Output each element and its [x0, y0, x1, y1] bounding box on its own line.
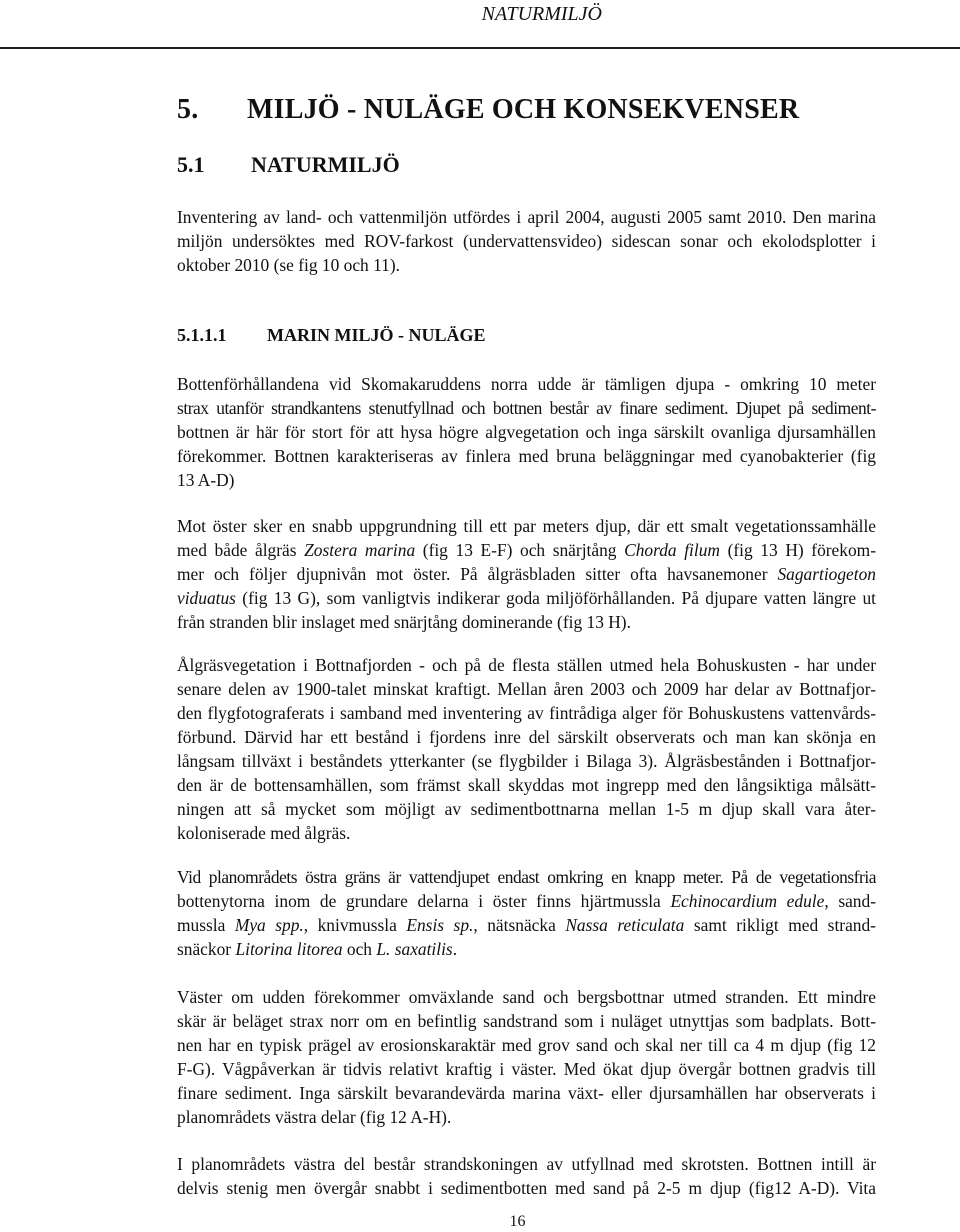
text-line: mer och följer djupnivån mot öster. På ålgräsbladen sitter ofta havsanemoner Sagartiogeton — [177, 564, 876, 584]
running-header: NATURMILJÖ — [481, 3, 602, 25]
subsection-heading — [177, 322, 486, 348]
page-number: 16 — [509, 1213, 526, 1230]
species-name: Zostera marina — [304, 540, 416, 560]
chapter-title: MILJÖ - NULÄGE OCH KONSEKVENSER — [247, 94, 800, 125]
section-number: 5.1 — [177, 152, 205, 177]
species-name: Ensis sp. — [406, 915, 474, 935]
header-rule — [0, 47, 960, 49]
text-line: strax utanför strandkantens stenutfyllnad och bottnen består av finare sediment. Djupet på sediment- — [177, 398, 876, 418]
section-title: NATURMILJÖ — [251, 152, 400, 177]
section-heading — [177, 150, 400, 180]
text-line: Väster om udden förekommer omväxlande sand och bergsbottnar utmed stranden. Ett mindre — [177, 987, 876, 1007]
text-line: skär är beläget strax norr om en befintlig sandstrand som i nuläget utnyttjas som badplats. Bott- — [177, 1011, 876, 1031]
text-line: senare delen av 1900-talet minskat kraftigt. Mellan åren 2003 och 2009 har delar av Bottnafjor- — [177, 679, 876, 699]
species-name: Echinocardium edule — [670, 891, 825, 911]
text-line: långsam tillväxt i beståndets ytterkanter (se flygbilder i Bilaga 3). Ålgräsbestånden i Bottnafjor- — [177, 751, 876, 771]
paragraph-east-vegetation — [177, 514, 876, 634]
text-line: Mot öster sker en snabb uppgrundning till ett par meters djup, där ett smalt vegetationssamhälle — [177, 516, 876, 536]
text-line: delvis stenig men övergår snabbt i sedimentbotten med sand på 2-5 m djup (fig12 A-D). Vita — [177, 1178, 876, 1198]
text-line: Inventering av land- och vattenmiljön utfördes i april 2004, augusti 2005 samt 2010. Den marina — [177, 207, 876, 227]
text-line: planområdets västra delar (fig 12 A-H). — [177, 1107, 452, 1127]
species-name: Mya spp. — [234, 915, 304, 935]
text-line: oktober 2010 (se fig 10 och 11). — [177, 255, 400, 275]
text-line: bottenytorna inom de grundare delarna i öster finns hjärtmussla Echinocardium edule, sand- — [177, 891, 876, 911]
text-line: förekommer. Bottnen karakteriseras av finlera med bruna beläggningar med cyanobakterier (fig — [177, 446, 876, 466]
species-name: Sagartiogeton — [777, 564, 876, 584]
text-line: F-G). Vågpåverkan är tidvis relativt kraftig i väster. Med ökat djup övergår bottnen gradvis till — [177, 1059, 876, 1079]
text-line: Ålgräsvegetation i Bottnafjorden - och på de flesta ställen utmed hela Bohuskusten - har under — [177, 655, 876, 675]
text-line: koloniserade med ålgräs. — [177, 823, 351, 843]
text-line: I planområdets västra del består strandskoningen av utfyllnad med skrotsten. Bottnen intill är — [177, 1154, 876, 1174]
chapter-number: 5. — [177, 94, 199, 125]
paragraph-eelgrass — [177, 653, 876, 845]
chapter-heading — [177, 92, 799, 128]
text-line: förbund. Därvid har ett bestånd i fjordens inre del särskilt observerats och man kan skönja en — [177, 727, 876, 747]
species-name: Nassa reticulata — [565, 915, 685, 935]
text-line: nen har en typisk prägel av erosionskaraktär med grov sand och skal ner till ca 4 m djup (fig 12 — [177, 1035, 876, 1055]
paragraph-west-udden — [177, 985, 876, 1129]
text-line: finare sediment. Inga särskilt bevarandevärda marina växt- eller djursamhällen har observerats i — [177, 1083, 876, 1103]
paragraph-inventory — [177, 205, 876, 277]
text-line: miljön undersöktes med ROV-farkost (undervattensvideo) sidescan sonar och ekolodsplotter i — [177, 231, 876, 251]
text-line: Vid planområdets östra gräns är vattendjupet endast omkring en knapp meter. På de vegetationsfria — [177, 867, 876, 887]
text-line: med både ålgräs Zostera marina (fig 13 E-F) och snärjtång Chorda filum (fig 13 H) förekom- — [177, 540, 876, 560]
text-line: viduatus (fig 13 G), som vanligtvis indikerar goda miljöförhållanden. På djupare vatten längre ut — [177, 588, 876, 608]
text-line: mussla Mya spp., knivmussla Ensis sp., nätsnäcka Nassa reticulata samt rikligt med strand- — [177, 915, 876, 935]
paragraph-east-border — [177, 865, 876, 961]
species-name: Chorda filum — [624, 540, 720, 560]
species-name: Litorina litorea — [235, 939, 343, 959]
text-line: Bottenförhållandena vid Skomakaruddens norra udde är tämligen djupa - omkring 10 meter — [177, 374, 876, 394]
paragraph-bottom-conditions — [177, 372, 876, 492]
species-name: viduatus — [177, 588, 236, 608]
subsection-title: MARIN MILJÖ - NULÄGE — [267, 325, 486, 345]
text-line: bottnen är här för stort för att hysa högre algvegetation och inga särskilt ovanliga djursamhällen — [177, 422, 876, 442]
text-line: den flygfotograferats i samband med inventering av fintrådiga alger för Bohuskustens vattenvårds- — [177, 703, 876, 723]
text-line: 13 A-D) — [177, 470, 235, 490]
paragraph-west-shore — [177, 1152, 876, 1200]
subsection-number: 5.1.1.1 — [177, 325, 227, 345]
text-line: den är de bottensamhällen, som främst skall skyddas mot ingrepp med den långsiktiga målsätt- — [177, 775, 876, 795]
species-name: L. saxatilis — [376, 939, 453, 959]
text-line: snäckor Litorina litorea och L. saxatilis. — [177, 939, 458, 959]
text-line: från stranden blir inslaget med snärjtång dominerande (fig 13 H). — [177, 612, 631, 632]
text-line: ningen att så mycket som möjligt av sedimentbottnarna mellan 1-5 m djup skall vara åter- — [177, 799, 876, 819]
